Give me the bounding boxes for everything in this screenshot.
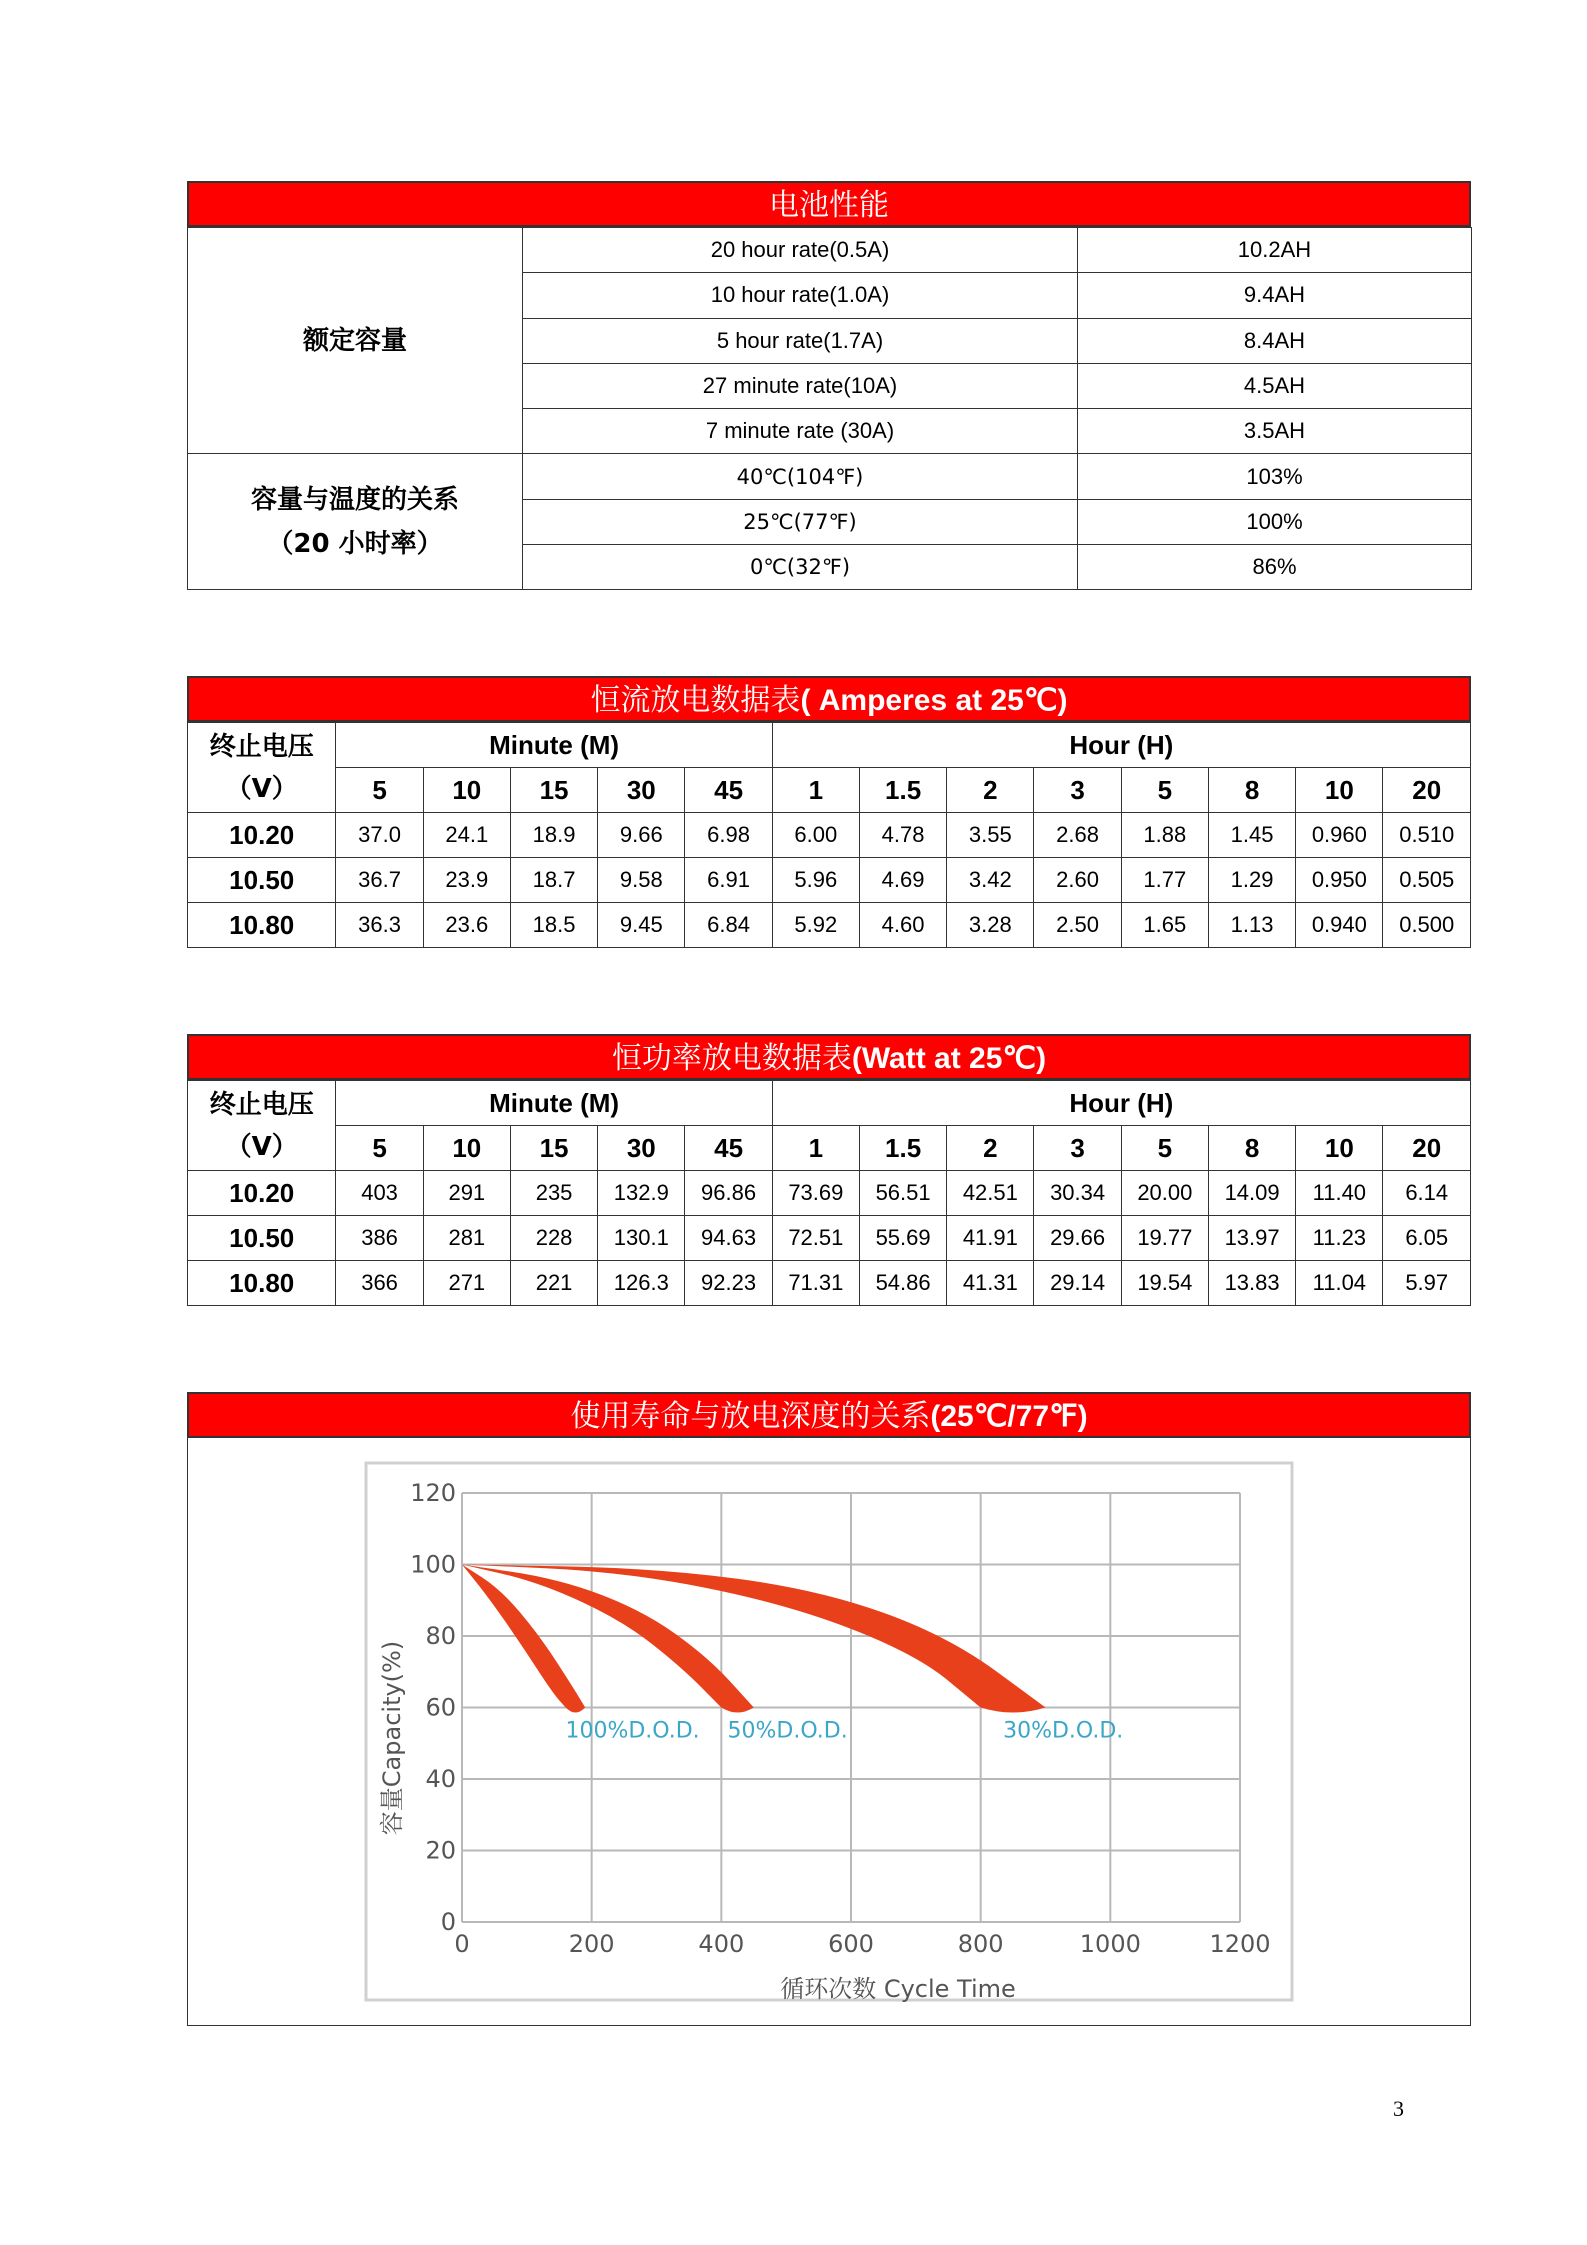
value-cell: 23.9 [423, 858, 510, 903]
value-cell: 4.60 [859, 903, 946, 948]
table-row [188, 813, 1471, 858]
value-cell: 1.65 [1121, 903, 1208, 948]
value-cell: 0.950 [1296, 858, 1383, 903]
value-cell: 94.63 [685, 1216, 772, 1261]
rate-value-cell: 9.4AH [1078, 273, 1472, 318]
life-header [187, 1392, 1471, 1438]
end-voltage-label [188, 1081, 336, 1171]
current-title-cn: 恒流放电数据表 [590, 683, 801, 718]
value-cell: 13.83 [1208, 1261, 1295, 1306]
value-cell: 0.940 [1296, 903, 1383, 948]
value-cell: 1.45 [1208, 813, 1295, 858]
value-cell: 2.68 [1034, 813, 1121, 858]
constant-current-section [187, 676, 1471, 948]
value-cell: 3.55 [947, 813, 1034, 858]
life-title-cn: 使用寿命与放电深度的关系 [570, 1399, 931, 1434]
end-voltage-label-line1: 终止电压 [209, 731, 314, 762]
y-tick-label: 0 [440, 1908, 456, 1936]
value-cell: 4.69 [859, 858, 946, 903]
group-header-row [188, 1081, 1471, 1126]
value-cell: 11.04 [1296, 1261, 1383, 1306]
column-header: 1.5 [859, 768, 946, 813]
column-header-row [188, 1126, 1471, 1171]
x-tick-label: 600 [828, 1930, 874, 1958]
value-cell: 130.1 [598, 1216, 685, 1261]
value-cell: 9.66 [598, 813, 685, 858]
value-cell: 228 [510, 1216, 597, 1261]
value-cell: 11.40 [1296, 1171, 1383, 1216]
rated-capacity-label: 额定容量 [188, 228, 523, 454]
x-tick-label: 200 [568, 1930, 615, 1958]
rate-cell: 10 hour rate(1.0A) [523, 273, 1078, 318]
rate-cell: 7 minute rate (30A) [523, 409, 1078, 454]
temperature-cell: 0℃(32℉) [523, 545, 1078, 590]
column-header: 5 [1121, 768, 1208, 813]
table-row [188, 903, 1471, 948]
chart-box [187, 1438, 1471, 2026]
end-voltage-label-line2: （V） [225, 1131, 298, 1162]
rate-value-cell: 8.4AH [1078, 318, 1472, 363]
value-cell: 36.7 [336, 858, 423, 903]
value-cell: 6.05 [1383, 1216, 1471, 1261]
performance-row [188, 228, 1472, 273]
value-cell: 41.91 [947, 1216, 1034, 1261]
value-cell: 29.14 [1034, 1261, 1121, 1306]
value-cell: 2.60 [1034, 858, 1121, 903]
table-row [188, 1216, 1471, 1261]
value-cell: 271 [423, 1261, 510, 1306]
temperature-value-cell: 100% [1078, 499, 1472, 544]
value-cell: 18.5 [510, 903, 597, 948]
constant-power-section [187, 1034, 1471, 1306]
value-cell: 29.66 [1034, 1216, 1121, 1261]
end-voltage-label-line2: （V） [225, 773, 298, 804]
hour-group-header: Hour (H) [772, 723, 1470, 768]
value-cell: 56.51 [859, 1171, 946, 1216]
x-tick-label: 800 [957, 1930, 1004, 1958]
value-cell: 73.69 [772, 1171, 859, 1216]
value-cell: 55.69 [859, 1216, 946, 1261]
y-tick-label: 40 [425, 1765, 456, 1793]
column-header: 10 [423, 768, 510, 813]
life-title-en: (25℃/77℉) [930, 1400, 1088, 1433]
y-tick-label: 80 [425, 1622, 456, 1650]
value-cell: 19.77 [1121, 1216, 1208, 1261]
value-cell: 6.91 [685, 858, 772, 903]
rate-cell: 5 hour rate(1.7A) [523, 318, 1078, 363]
voltage-cell: 10.20 [188, 813, 336, 858]
value-cell: 72.51 [772, 1216, 859, 1261]
value-cell: 221 [510, 1261, 597, 1306]
value-cell: 54.86 [859, 1261, 946, 1306]
y-tick-label: 120 [410, 1479, 456, 1507]
value-cell: 37.0 [336, 813, 423, 858]
value-cell: 386 [336, 1216, 423, 1261]
value-cell: 96.86 [685, 1171, 772, 1216]
value-cell: 18.7 [510, 858, 597, 903]
power-discharge-table [187, 1080, 1471, 1306]
table-row [188, 858, 1471, 903]
end-voltage-label-line1: 终止电压 [209, 1089, 314, 1120]
column-header: 8 [1208, 1126, 1295, 1171]
performance-header [187, 181, 1471, 227]
column-header: 2 [947, 1126, 1034, 1171]
value-cell: 291 [423, 1171, 510, 1216]
cycle-life-section [187, 1392, 1471, 2026]
value-cell: 403 [336, 1171, 423, 1216]
y-tick-label: 20 [425, 1836, 456, 1865]
value-cell: 3.28 [947, 903, 1034, 948]
value-cell: 13.97 [1208, 1216, 1295, 1261]
column-header: 15 [510, 1126, 597, 1171]
voltage-cell: 10.80 [188, 903, 336, 948]
value-cell: 6.84 [685, 903, 772, 948]
column-header: 1 [772, 768, 859, 813]
x-tick-label: 0 [454, 1930, 470, 1958]
x-tick-label: 1000 [1079, 1930, 1141, 1958]
temperature-cell: 25℃(77℉) [523, 499, 1078, 544]
value-cell: 5.97 [1383, 1261, 1471, 1306]
voltage-cell: 10.50 [188, 858, 336, 903]
value-cell: 71.31 [772, 1261, 859, 1306]
temperature-label [188, 454, 523, 590]
power-table-header [187, 1034, 1471, 1080]
value-cell: 5.96 [772, 858, 859, 903]
column-header: 2 [947, 768, 1034, 813]
value-cell: 235 [510, 1171, 597, 1216]
column-header: 10 [1296, 768, 1383, 813]
hour-group-header: Hour (H) [772, 1081, 1470, 1126]
value-cell: 92.23 [685, 1261, 772, 1306]
temperature-label-line2: （20 小时率） [267, 528, 443, 559]
value-cell: 0.505 [1383, 858, 1471, 903]
performance-title: 电池性能 [769, 188, 889, 223]
voltage-cell: 10.50 [188, 1216, 336, 1261]
column-header: 1.5 [859, 1126, 946, 1171]
temperature-label-line1: 容量与温度的关系 [250, 484, 459, 515]
value-cell: 6.98 [685, 813, 772, 858]
column-header: 20 [1383, 768, 1471, 813]
temperature-row [188, 454, 1472, 499]
value-cell: 132.9 [598, 1171, 685, 1216]
value-cell: 19.54 [1121, 1261, 1208, 1306]
column-header: 1 [772, 1126, 859, 1171]
temperature-cell: 40℃(104℉) [523, 454, 1078, 499]
voltage-cell: 10.20 [188, 1171, 336, 1216]
value-cell: 1.29 [1208, 858, 1295, 903]
column-header: 5 [336, 768, 423, 813]
value-cell: 0.960 [1296, 813, 1383, 858]
value-cell: 366 [336, 1261, 423, 1306]
value-cell: 9.58 [598, 858, 685, 903]
battery-performance-section [187, 181, 1471, 590]
rate-value-cell: 4.5AH [1078, 363, 1472, 408]
column-header: 45 [685, 768, 772, 813]
column-header: 45 [685, 1126, 772, 1171]
value-cell: 4.78 [859, 813, 946, 858]
column-header: 10 [423, 1126, 510, 1171]
value-cell: 42.51 [947, 1171, 1034, 1216]
y-axis-label: 容量Capacity(%) [378, 1640, 406, 1836]
end-voltage-label [188, 723, 336, 813]
current-table-header [187, 676, 1471, 722]
current-title-en: ( Amperes at 25℃) [800, 684, 1068, 717]
value-cell: 20.00 [1121, 1171, 1208, 1216]
value-cell: 6.00 [772, 813, 859, 858]
rate-cell: 27 minute rate(10A) [523, 363, 1078, 408]
column-header: 3 [1034, 1126, 1121, 1171]
power-title-cn: 恒功率放电数据表 [611, 1041, 852, 1076]
temperature-value-cell: 86% [1078, 545, 1472, 590]
column-header: 20 [1383, 1126, 1471, 1171]
y-tick-label: 100 [410, 1550, 456, 1579]
series-label: 30%D.O.D. [1003, 1718, 1124, 1744]
value-cell: 0.500 [1383, 903, 1471, 948]
column-header: 10 [1296, 1126, 1383, 1171]
cycle-life-chart [188, 1438, 1470, 2024]
value-cell: 30.34 [1034, 1171, 1121, 1216]
temperature-value-cell: 103% [1078, 454, 1472, 499]
rate-cell: 20 hour rate(0.5A) [523, 228, 1078, 273]
voltage-cell: 10.80 [188, 1261, 336, 1306]
value-cell: 23.6 [423, 903, 510, 948]
column-header-row [188, 768, 1471, 813]
value-cell: 5.92 [772, 903, 859, 948]
x-axis-label: 循环次数 Cycle Time [780, 1975, 1016, 2003]
minute-group-header: Minute (M) [336, 1081, 772, 1126]
page-number: 3 [1393, 2096, 1404, 2121]
value-cell: 36.3 [336, 903, 423, 948]
x-tick-label: 1200 [1209, 1930, 1271, 1958]
current-discharge-table [187, 722, 1471, 948]
rate-value-cell: 3.5AH [1078, 409, 1472, 454]
value-cell: 41.31 [947, 1261, 1034, 1306]
value-cell: 11.23 [1296, 1216, 1383, 1261]
value-cell: 3.42 [947, 858, 1034, 903]
power-title-en: (Watt at 25℃) [851, 1042, 1047, 1075]
rate-value-cell: 10.2AH [1078, 228, 1472, 273]
group-header-row [188, 723, 1471, 768]
value-cell: 0.510 [1383, 813, 1471, 858]
value-cell: 126.3 [598, 1261, 685, 1306]
value-cell: 281 [423, 1216, 510, 1261]
column-header: 30 [598, 768, 685, 813]
column-header: 5 [336, 1126, 423, 1171]
x-tick-label: 400 [698, 1930, 745, 1958]
value-cell: 9.45 [598, 903, 685, 948]
minute-group-header: Minute (M) [336, 723, 772, 768]
series-label: 100%D.O.D. [565, 1718, 700, 1744]
value-cell: 1.88 [1121, 813, 1208, 858]
series-label: 50%D.O.D. [727, 1718, 848, 1744]
table-row [188, 1261, 1471, 1306]
y-tick-label: 60 [425, 1693, 456, 1722]
value-cell: 24.1 [423, 813, 510, 858]
value-cell: 2.50 [1034, 903, 1121, 948]
value-cell: 6.14 [1383, 1171, 1471, 1216]
value-cell: 1.13 [1208, 903, 1295, 948]
performance-table [187, 227, 1472, 590]
column-header: 30 [598, 1126, 685, 1171]
value-cell: 14.09 [1208, 1171, 1295, 1216]
column-header: 5 [1121, 1126, 1208, 1171]
column-header: 15 [510, 768, 597, 813]
value-cell: 1.77 [1121, 858, 1208, 903]
column-header: 3 [1034, 768, 1121, 813]
table-row [188, 1171, 1471, 1216]
value-cell: 18.9 [510, 813, 597, 858]
column-header: 8 [1208, 768, 1295, 813]
